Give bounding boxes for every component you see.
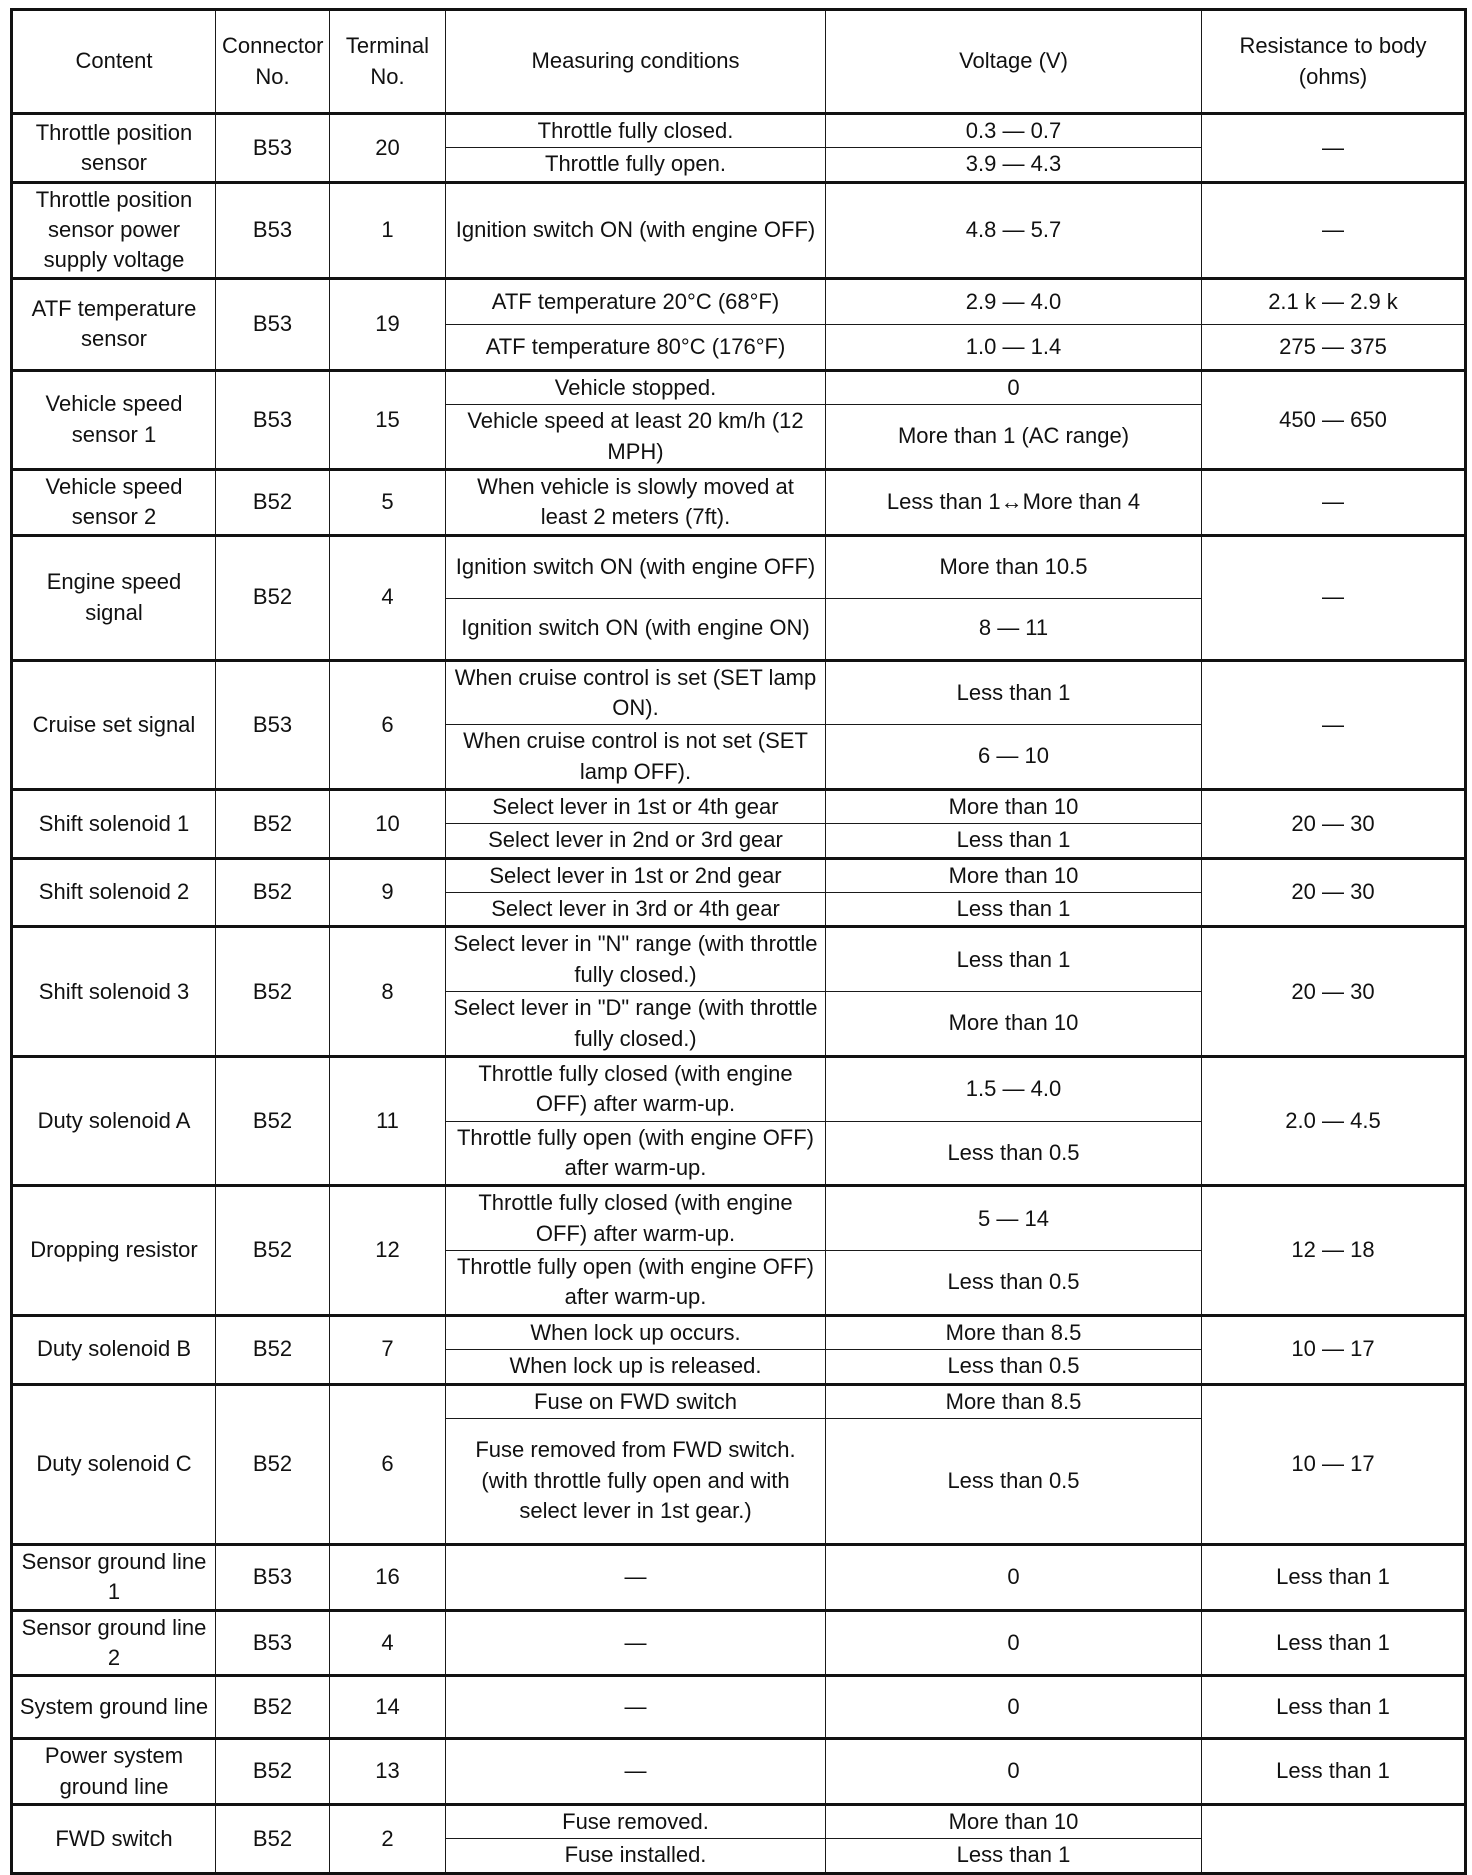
resistance-cell: — xyxy=(1202,535,1466,660)
voltage-cell: Less than 1 xyxy=(826,660,1202,725)
table-row xyxy=(12,1805,1466,1839)
resistance-cell: — xyxy=(1202,114,1466,183)
table-row xyxy=(12,660,1466,725)
resistance-cell: Less than 1 xyxy=(1202,1610,1466,1676)
header-row xyxy=(12,10,1466,114)
connector-cell: B53 xyxy=(216,182,330,278)
header-content: Content xyxy=(12,10,216,114)
condition-cell: — xyxy=(446,1676,826,1739)
voltage-cell: More than 10 xyxy=(826,790,1202,824)
terminal-cell: 8 xyxy=(330,927,446,1056)
condition-cell: Fuse removed. xyxy=(446,1805,826,1839)
voltage-cell: Less than 0.5 xyxy=(826,1121,1202,1186)
voltage-cell: 4.8 — 5.7 xyxy=(826,182,1202,278)
resistance-cell: 2.0 — 4.5 xyxy=(1202,1056,1466,1185)
voltage-cell: More than 10 xyxy=(826,1805,1202,1839)
terminal-cell: 13 xyxy=(330,1739,446,1805)
header-terminal-no: Terminal No. xyxy=(330,10,446,114)
voltage-cell: More than 8.5 xyxy=(826,1315,1202,1349)
condition-cell: Throttle fully closed (with engine OFF) after warm-up. xyxy=(446,1056,826,1121)
connector-cell: B52 xyxy=(216,1056,330,1185)
condition-cell: Vehicle speed at least 20 km/h (12 MPH) xyxy=(446,405,826,470)
voltage-cell: More than 1 (AC range) xyxy=(826,405,1202,470)
condition-cell: Throttle fully closed. xyxy=(446,114,826,148)
voltage-cell: More than 10 xyxy=(826,858,1202,892)
terminal-cell: 19 xyxy=(330,278,446,370)
condition-cell: Select lever in "N" range (with throttle fully closed.) xyxy=(446,927,826,992)
connector-cell: B53 xyxy=(216,114,330,183)
condition-cell: Vehicle stopped. xyxy=(446,370,826,404)
table-row xyxy=(12,1384,1466,1418)
terminal-cell: 14 xyxy=(330,1676,446,1739)
voltage-cell: 6 — 10 xyxy=(826,725,1202,790)
resistance-cell: 10 — 17 xyxy=(1202,1384,1466,1544)
connector-cell: B53 xyxy=(216,278,330,370)
connector-cell: B53 xyxy=(216,1610,330,1676)
voltage-cell: Less than 1 xyxy=(826,824,1202,858)
terminal-cell: 11 xyxy=(330,1056,446,1185)
resistance-cell: 20 — 30 xyxy=(1202,927,1466,1056)
terminal-cell: 6 xyxy=(330,660,446,789)
connector-cell: B52 xyxy=(216,790,330,859)
content-cell: Power system ground line xyxy=(12,1739,216,1805)
terminal-cell: 15 xyxy=(330,370,446,469)
condition-cell: When cruise control is set (SET lamp ON). xyxy=(446,660,826,725)
resistance-cell: 2.1 k — 2.9 k xyxy=(1202,278,1466,324)
connector-cell: B52 xyxy=(216,1676,330,1739)
voltage-cell: More than 10.5 xyxy=(826,535,1202,598)
connector-cell: B52 xyxy=(216,927,330,1056)
resistance-cell: Less than 1 xyxy=(1202,1544,1466,1610)
terminal-cell: 7 xyxy=(330,1315,446,1384)
condition-cell: Select lever in 3rd or 4th gear xyxy=(446,893,826,927)
voltage-cell: 3.9 — 4.3 xyxy=(826,148,1202,182)
voltage-cell: More than 10 xyxy=(826,992,1202,1057)
content-cell: Duty solenoid B xyxy=(12,1315,216,1384)
connector-cell: B52 xyxy=(216,1384,330,1544)
resistance-cell: 450 — 650 xyxy=(1202,370,1466,469)
table-row xyxy=(12,1315,1466,1349)
content-cell: Engine speed signal xyxy=(12,535,216,660)
connector-cell: B52 xyxy=(216,1805,330,1874)
condition-cell: ATF temperature 80°C (176°F) xyxy=(446,324,826,370)
table-row xyxy=(12,1186,1466,1251)
terminal-cell: 12 xyxy=(330,1186,446,1315)
voltage-cell: 0 xyxy=(826,1610,1202,1676)
resistance-cell xyxy=(1202,1805,1466,1874)
resistance-cell: 12 — 18 xyxy=(1202,1186,1466,1315)
condition-cell: Select lever in 1st or 2nd gear xyxy=(446,858,826,892)
table-row xyxy=(12,278,1466,324)
table-row xyxy=(12,469,1466,535)
content-cell: Dropping resistor xyxy=(12,1186,216,1315)
header-connector-no: Connector No. xyxy=(216,10,330,114)
header-voltage: Voltage (V) xyxy=(826,10,1202,114)
table-row xyxy=(12,1739,1466,1805)
connector-cell: B52 xyxy=(216,535,330,660)
connector-cell: B52 xyxy=(216,1315,330,1384)
content-cell: FWD switch xyxy=(12,1805,216,1874)
condition-cell: — xyxy=(446,1739,826,1805)
voltage-cell: 0 xyxy=(826,1544,1202,1610)
table-row xyxy=(12,1544,1466,1610)
condition-cell: When vehicle is slowly moved at least 2 meters (7ft). xyxy=(446,469,826,535)
resistance-cell: Less than 1 xyxy=(1202,1739,1466,1805)
content-cell: Shift solenoid 1 xyxy=(12,790,216,859)
spec-sheet xyxy=(10,8,1464,1868)
resistance-cell: Less than 1 xyxy=(1202,1676,1466,1739)
connector-cell: B53 xyxy=(216,370,330,469)
resistance-cell: — xyxy=(1202,182,1466,278)
condition-cell: ATF temperature 20°C (68°F) xyxy=(446,278,826,324)
condition-cell: — xyxy=(446,1610,826,1676)
condition-cell: Select lever in 1st or 4th gear xyxy=(446,790,826,824)
connector-cell: B52 xyxy=(216,858,330,927)
condition-cell: Ignition switch ON (with engine OFF) xyxy=(446,182,826,278)
voltage-cell: Less than 0.5 xyxy=(826,1418,1202,1544)
terminal-cell: 10 xyxy=(330,790,446,859)
voltage-cell: 5 — 14 xyxy=(826,1186,1202,1251)
condition-cell: When cruise control is not set (SET lamp OFF). xyxy=(446,725,826,790)
condition-cell: Fuse on FWD switch xyxy=(446,1384,826,1418)
condition-cell: Throttle fully closed (with engine OFF) after warm-up. xyxy=(446,1186,826,1251)
resistance-cell: 10 — 17 xyxy=(1202,1315,1466,1384)
content-cell: Vehicle speed sensor 2 xyxy=(12,469,216,535)
voltage-cell: Less than 1 xyxy=(826,927,1202,992)
voltage-cell: Less than 0.5 xyxy=(826,1350,1202,1384)
table-row xyxy=(12,790,1466,824)
resistance-cell: 20 — 30 xyxy=(1202,790,1466,859)
condition-cell: Fuse removed from FWD switch. (with throttle fully open and with select lever in 1st gear.) xyxy=(446,1418,826,1544)
condition-cell: When lock up is released. xyxy=(446,1350,826,1384)
resistance-cell: 275 — 375 xyxy=(1202,324,1466,370)
voltage-cell: 0 xyxy=(826,1676,1202,1739)
connector-cell: B53 xyxy=(216,1544,330,1610)
condition-cell: Throttle fully open (with engine OFF) after warm-up. xyxy=(446,1121,826,1186)
voltage-cell: 1.5 — 4.0 xyxy=(826,1056,1202,1121)
terminal-cell: 5 xyxy=(330,469,446,535)
voltage-cell: More than 8.5 xyxy=(826,1384,1202,1418)
terminal-cell: 1 xyxy=(330,182,446,278)
table-row xyxy=(12,370,1466,404)
terminal-cell: 20 xyxy=(330,114,446,183)
table-row xyxy=(12,182,1466,278)
content-cell: Duty solenoid C xyxy=(12,1384,216,1544)
condition-cell: Ignition switch ON (with engine OFF) xyxy=(446,535,826,598)
connector-cell: B52 xyxy=(216,1739,330,1805)
content-cell: Cruise set signal xyxy=(12,660,216,789)
resistance-cell: — xyxy=(1202,469,1466,535)
condition-cell: Select lever in 2nd or 3rd gear xyxy=(446,824,826,858)
condition-cell: — xyxy=(446,1544,826,1610)
voltage-cell: 8 — 11 xyxy=(826,598,1202,660)
header-resistance: Resistance to body (ohms) xyxy=(1202,10,1466,114)
condition-cell: Fuse installed. xyxy=(446,1839,826,1873)
resistance-cell: — xyxy=(1202,660,1466,789)
content-cell: Vehicle speed sensor 1 xyxy=(12,370,216,469)
content-cell: Throttle position sensor power supply voltage xyxy=(12,182,216,278)
content-cell: System ground line xyxy=(12,1676,216,1739)
terminal-cell: 2 xyxy=(330,1805,446,1874)
condition-cell: Ignition switch ON (with engine ON) xyxy=(446,598,826,660)
table-row xyxy=(12,1056,1466,1121)
terminal-cell: 4 xyxy=(330,535,446,660)
table-row xyxy=(12,858,1466,892)
table-row xyxy=(12,535,1466,598)
voltage-cell: Less than 1 xyxy=(826,1839,1202,1873)
voltage-cell: Less than 1↔More than 4 xyxy=(826,469,1202,535)
terminal-cell: 16 xyxy=(330,1544,446,1610)
table-body xyxy=(12,114,1466,1874)
voltage-cell: 0 xyxy=(826,1739,1202,1805)
voltage-cell: 1.0 — 1.4 xyxy=(826,324,1202,370)
terminal-cell: 9 xyxy=(330,858,446,927)
terminal-cell: 4 xyxy=(330,1610,446,1676)
voltage-cell: Less than 0.5 xyxy=(826,1251,1202,1316)
condition-cell: Throttle fully open. xyxy=(446,148,826,182)
connector-cell: B52 xyxy=(216,469,330,535)
table-row xyxy=(12,114,1466,148)
voltage-cell: 0 xyxy=(826,370,1202,404)
content-cell: Sensor ground line 1 xyxy=(12,1544,216,1610)
header-measuring-conditions: Measuring conditions xyxy=(446,10,826,114)
connector-cell: B53 xyxy=(216,660,330,789)
connector-cell: B52 xyxy=(216,1186,330,1315)
terminal-spec-table xyxy=(10,8,1467,1875)
voltage-cell: Less than 1 xyxy=(826,893,1202,927)
table-row xyxy=(12,1610,1466,1676)
content-cell: Duty solenoid A xyxy=(12,1056,216,1185)
content-cell: Sensor ground line 2 xyxy=(12,1610,216,1676)
resistance-cell: 20 — 30 xyxy=(1202,858,1466,927)
table-row xyxy=(12,927,1466,992)
content-cell: Shift solenoid 3 xyxy=(12,927,216,1056)
condition-cell: Throttle fully open (with engine OFF) after warm-up. xyxy=(446,1251,826,1316)
voltage-cell: 0.3 — 0.7 xyxy=(826,114,1202,148)
content-cell: Shift solenoid 2 xyxy=(12,858,216,927)
condition-cell: Select lever in "D" range (with throttle fully closed.) xyxy=(446,992,826,1057)
voltage-cell: 2.9 — 4.0 xyxy=(826,278,1202,324)
content-cell: Throttle position sensor xyxy=(12,114,216,183)
terminal-cell: 6 xyxy=(330,1384,446,1544)
table-row xyxy=(12,1676,1466,1739)
condition-cell: When lock up occurs. xyxy=(446,1315,826,1349)
content-cell: ATF temperature sensor xyxy=(12,278,216,370)
